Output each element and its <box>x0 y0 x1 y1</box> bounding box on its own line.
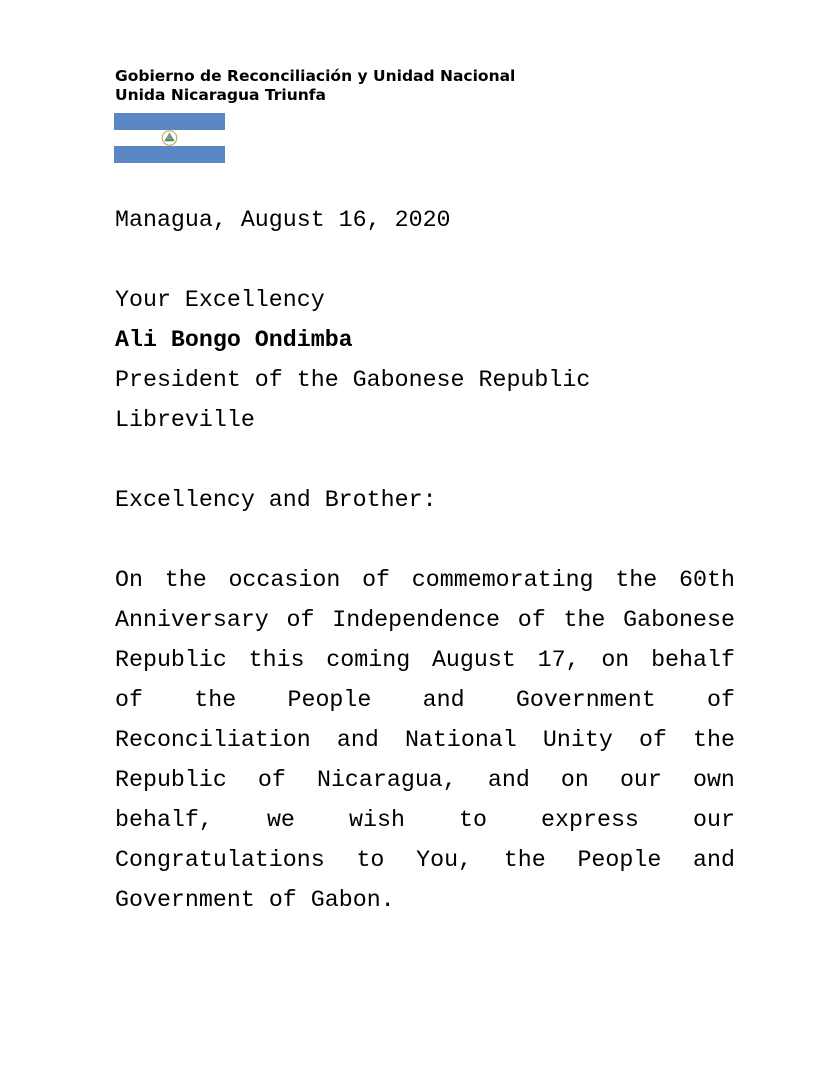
paragraph-line <box>115 640 735 680</box>
paragraph-word: on <box>601 647 630 673</box>
nicaragua-flag-icon <box>114 113 225 163</box>
paragraph-word: commemorating <box>411 567 594 593</box>
recipient-name: Ali Bongo Ondimba <box>115 327 353 353</box>
paragraph-word: Anniversary <box>115 607 269 633</box>
paragraph-word: Republic <box>115 647 227 673</box>
paragraph-word: Government <box>115 887 255 913</box>
paragraph-line <box>115 880 735 920</box>
paragraph-word: to <box>459 807 487 833</box>
paragraph-word: of <box>362 567 391 593</box>
paragraph-word: of <box>268 887 297 913</box>
paragraph-word: express <box>541 807 639 833</box>
paragraph-word: and <box>336 727 379 753</box>
letterhead-motto: Unida Nicaragua Triunfa <box>115 86 327 104</box>
paragraph-word: of <box>638 727 667 753</box>
paragraph-word: 60th <box>679 567 735 593</box>
letterhead <box>115 67 515 105</box>
paragraph-word: and <box>693 847 735 873</box>
paragraph-word: the <box>563 607 606 633</box>
paragraph-word: wish <box>349 807 405 833</box>
paragraph-word: You, <box>416 847 473 873</box>
paragraph-line <box>115 600 735 640</box>
letter-date: Managua, August 16, 2020 <box>115 207 451 233</box>
paragraph-line <box>115 840 735 880</box>
recipient-city: Libreville <box>115 407 255 433</box>
recipient-address <box>115 280 735 440</box>
paragraph-line <box>115 760 735 800</box>
paragraph-word: and <box>487 767 530 793</box>
paragraph-word: Independence <box>332 607 500 633</box>
flag-stripe-top <box>114 113 225 130</box>
paragraph-word: behalf <box>651 647 735 673</box>
paragraph-word: National <box>404 727 517 753</box>
paragraph-word: and <box>422 687 465 713</box>
paragraph-line <box>115 720 735 760</box>
paragraph-word: behalf, <box>115 807 213 833</box>
recipient-greeting: Your Excellency <box>115 287 325 313</box>
paragraph-word: coming <box>326 647 411 673</box>
paragraph-line <box>115 560 735 600</box>
paragraph-word: the <box>615 567 658 593</box>
paragraph-word: Congratulations <box>115 847 325 873</box>
paragraph-word: own <box>692 767 735 793</box>
paragraph-word: People <box>577 847 662 873</box>
paragraph-word: to <box>356 847 385 873</box>
paragraph-word: Republic <box>115 767 227 793</box>
letterhead-government-name: Gobierno de Reconciliación y Unidad Nacional <box>115 67 516 85</box>
paragraph-word: the <box>194 687 237 713</box>
paragraph-word: On <box>115 567 143 593</box>
paragraph-word: we <box>266 807 295 833</box>
paragraph-word: of <box>517 607 546 633</box>
paragraph-word: occasion <box>228 567 341 593</box>
paragraph-word: 17, <box>537 647 580 673</box>
paragraph-word: August <box>431 647 516 673</box>
recipient-title: President of the Gabonese Republic <box>115 367 591 393</box>
paragraph-word: Government <box>515 687 656 713</box>
paragraph-word: Unity <box>542 727 613 753</box>
paragraph-word: on <box>560 767 589 793</box>
coat-of-arms-icon <box>161 130 178 146</box>
paragraph-word: the <box>693 727 735 753</box>
paragraph-line <box>115 680 735 720</box>
paragraph-word: Gabon. <box>310 887 395 913</box>
paragraph-word: of <box>115 687 143 713</box>
paragraph-word: our <box>619 767 662 793</box>
salutation: Excellency and Brother: <box>115 487 437 513</box>
paragraph-word: of <box>286 607 315 633</box>
paragraph-word: the <box>503 847 546 873</box>
paragraph-word: Gabonese <box>623 607 735 633</box>
paragraph-word: of <box>706 687 735 713</box>
letter-paragraph <box>115 560 735 920</box>
paragraph-word: this <box>248 647 305 673</box>
flag-stripe-bottom <box>114 146 225 163</box>
paragraph-word: Reconciliation <box>115 727 311 753</box>
paragraph-word: People <box>287 687 372 713</box>
paragraph-word: our <box>693 807 735 833</box>
paragraph-word: of <box>257 767 286 793</box>
paragraph-line <box>115 800 735 840</box>
paragraph-word: the <box>164 567 207 593</box>
paragraph-word: Nicaragua, <box>316 767 457 793</box>
